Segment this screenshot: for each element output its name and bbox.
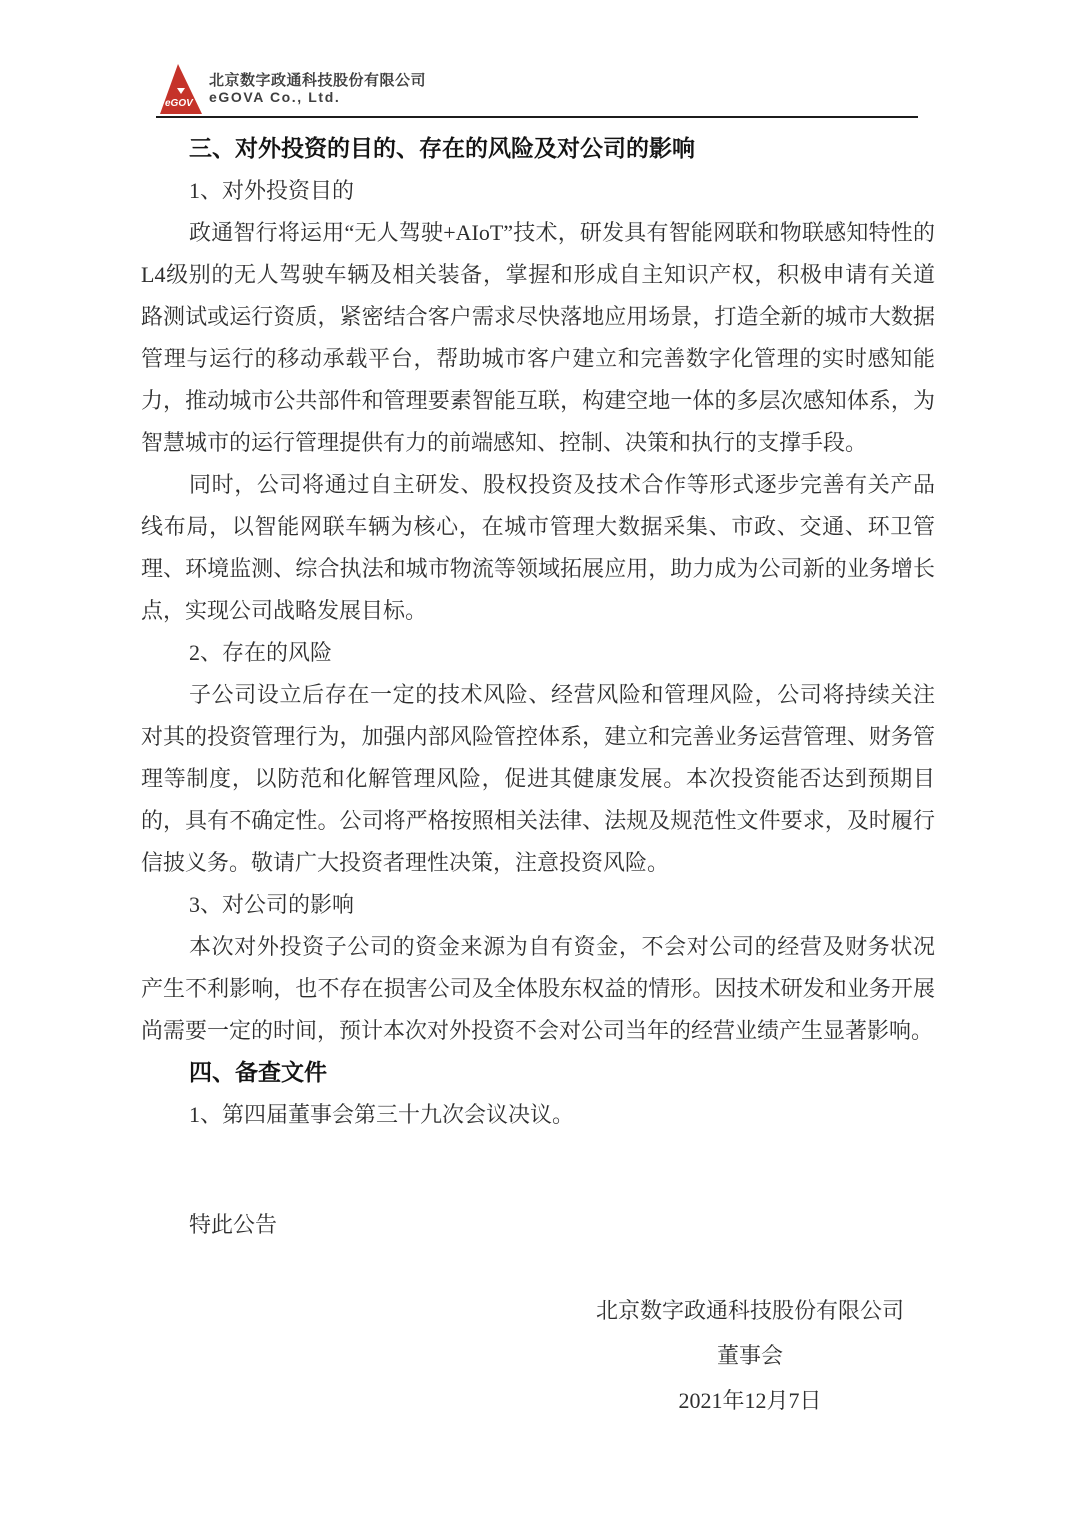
logo-a-icon: [160, 64, 202, 114]
list-item-board-resolution: 1、第四届董事会第三十九次会议决议。: [189, 1102, 575, 1127]
paragraph-risk: 子公司设立后存在一定的技术风险、经营风险和管理风险，公司将持续关注对其的投资管理行为，加强内部风险管控体系，建立和完善业务运营管理、财务管理等制度，以防范和化解管理风险，促进其健康发展。本次投资能否达到预期目的，具有不确定性。公司将严格按照相关法律、法规及规范性文件要求，及时履行信披义务。敬请广大投资者理性决策，注意投资风险。: [141, 682, 935, 875]
header-divider: [156, 116, 918, 118]
section-heading-documents: 四、备查文件: [189, 1060, 327, 1085]
company-logo: [160, 64, 426, 114]
document-body: [141, 128, 935, 1246]
logo-company-block: [209, 64, 426, 105]
company-name-en: eGOVA Co., Ltd.: [209, 89, 341, 105]
subheading-purpose: 1、对外投资目的: [189, 178, 355, 203]
paragraph-purpose-1: 政通智行将运用“无人驾驶+AIoT”技术，研发具有智能网联和物联感知特性的L4级别的无人驾驶车辆及相关装备，掌握和形成自主知识产权，积极申请有关道路测试或运行资质，紧密结合客户需求尽快落地应用场景，打造全新的城市大数据管理与运行的移动承载平台，帮助城市客户建立和完善数字化管理的实时感知能力，推动城市公共部件和管理要素智能互联，构建空地一体的多层次感知体系，为智慧城市的运行管理提供有力的前端感知、控制、决策和执行的支撑手段。: [141, 220, 935, 455]
signature-date: 2021年12月7日: [678, 1388, 822, 1413]
signature-board: 董事会: [716, 1343, 783, 1368]
signature-company: 北京数字政通科技股份有限公司: [595, 1298, 904, 1323]
paragraph-purpose-2: 同时，公司将通过自主研发、股权投资及技术合作等形式逐步完善有关产品线布局，以智能网联车辆为核心，在城市管理大数据采集、市政、交通、环卫管理、环境监测、综合执法和城市物流等领域拓展应用，助力成为公司新的业务增长点，实现公司战略发展目标。: [141, 472, 935, 623]
paragraph-impact: 本次对外投资子公司的资金来源为自有资金，不会对公司的经营及财务状况产生不利影响，也不存在损害公司及全体股东权益的情形。因技术研发和业务开展尚需要一定的时间，预计本次对外投资不会对公司当年的经营业绩产生显著影响。: [141, 934, 935, 1043]
subheading-risk: 2、存在的风险: [189, 640, 333, 665]
signature-block: [450, 1288, 1050, 1423]
company-name-cn: 北京数字政通科技股份有限公司: [209, 72, 427, 89]
section-heading-investment: 三、对外投资的目的、存在的风险及对公司的影响: [189, 136, 695, 161]
closing-statement: 特此公告: [189, 1212, 278, 1237]
logo-inner-text: eGOV: [165, 98, 193, 109]
subheading-impact: 3、对公司的影响: [189, 892, 355, 917]
